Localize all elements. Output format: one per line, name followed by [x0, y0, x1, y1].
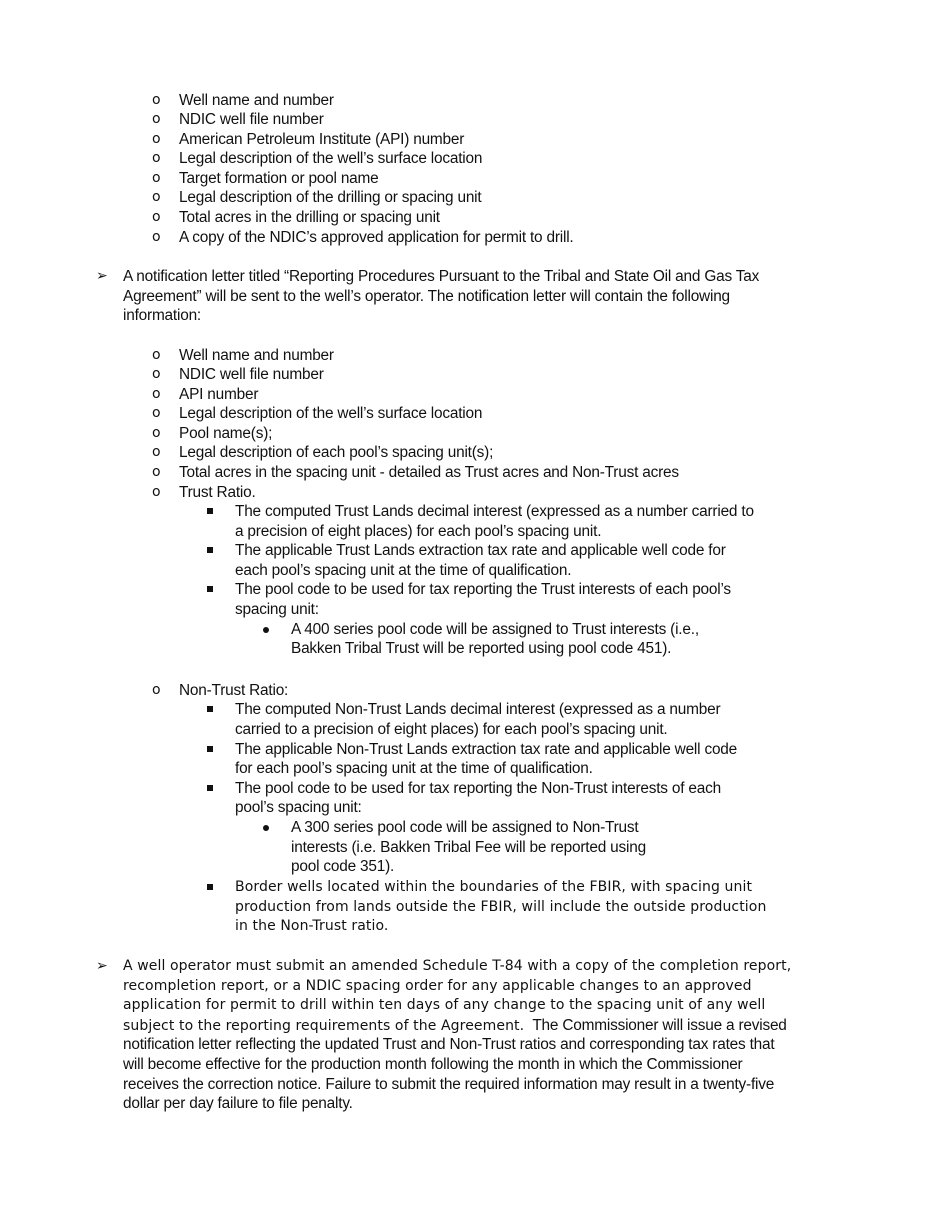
list-marker: o: [152, 425, 161, 441]
paragraph-line: A notification letter titled “Reporting Procedures Pursuant to the Tribal and State Oil and Gas Tax: [123, 268, 760, 285]
square-bullet: [207, 884, 213, 890]
square-bullet: [207, 547, 213, 553]
list-item: Legal description of the drilling or spacing unit: [179, 189, 482, 206]
list-marker: o: [152, 366, 161, 382]
list-item: API number: [179, 386, 259, 403]
trust-ratio-label: Trust Ratio.: [179, 484, 256, 501]
detail-line: production from lands outside the FBIR, will include the outside production: [235, 899, 767, 915]
detail-line: pool code 351).: [291, 858, 395, 875]
detail-line: pool’s spacing unit:: [235, 799, 362, 816]
detail-line: carried to a precision of eight places) for each pool’s spacing unit.: [235, 721, 668, 738]
dot-bullet: [263, 825, 269, 831]
paragraph-line: information:: [123, 307, 202, 324]
paragraph-line: Agreement” will be sent to the well’s operator. The notification letter will contain the following: [123, 288, 730, 305]
list-item: NDIC well file number: [179, 366, 324, 383]
detail-line: A 400 series pool code will be assigned to Trust interests (i.e.,: [291, 621, 699, 638]
paragraph-line: will become effective for the production month following the month in which the Commissioner: [123, 1056, 743, 1073]
detail-line: Border wells located within the boundaries of the FBIR, with spacing unit: [235, 879, 753, 895]
list-marker: o: [152, 444, 161, 460]
detail-line: each pool’s spacing unit at the time of qualification.: [235, 562, 572, 579]
list-item: Well name and number: [179, 92, 334, 109]
detail-line: interests (i.e. Bakken Tribal Fee will be reported using: [291, 839, 646, 856]
detail-line: for each pool’s spacing unit at the time of qualification.: [235, 760, 593, 777]
detail-line: The computed Non-Trust Lands decimal interest (expressed as a number: [235, 701, 721, 718]
list-item: Legal description of the well’s surface location: [179, 405, 483, 422]
dot-bullet: [263, 627, 269, 633]
detail-line: The applicable Trust Lands extraction tax rate and applicable well code for: [235, 542, 726, 559]
detail-line: The pool code to be used for tax reporting the Non-Trust interests of each: [235, 780, 721, 797]
list-marker: o: [152, 92, 161, 108]
paragraph-line-end: The Commissioner will issue a revised: [532, 1017, 787, 1034]
list-item: A copy of the NDIC’s approved application for permit to drill.: [179, 229, 574, 246]
paragraph-line: [123, 1016, 787, 1037]
list-marker: o: [152, 229, 161, 245]
list-marker: o: [152, 189, 161, 205]
paragraph-line: application for permit to drill within ten days of any change to the spacing unit of any well: [123, 997, 766, 1013]
list-marker: o: [152, 347, 161, 363]
list-marker: o: [152, 682, 161, 698]
list-marker: o: [152, 170, 161, 186]
list-marker: o: [152, 386, 161, 402]
paragraph-line: recompletion report, or a NDIC spacing order for any applicable changes to an approved: [123, 978, 752, 994]
paragraph-line-start: subject to the reporting requirements of the Agreement.: [123, 1018, 525, 1034]
detail-line: Bakken Tribal Trust will be reported using pool code 451).: [291, 640, 672, 657]
list-item: Legal description of each pool’s spacing unit(s);: [179, 444, 494, 461]
list-item: NDIC well file number: [179, 111, 324, 128]
detail-line: The computed Trust Lands decimal interest (expressed as a number carried to: [235, 503, 754, 520]
list-item: American Petroleum Institute (API) number: [179, 131, 465, 148]
detail-line: in the Non-Trust ratio.: [235, 918, 389, 934]
list-item: Total acres in the drilling or spacing unit: [179, 209, 440, 226]
square-bullet: [207, 508, 213, 514]
detail-line: a precision of eight places) for each pool’s spacing unit.: [235, 523, 602, 540]
list-marker: o: [152, 405, 161, 421]
paragraph-line: notification letter reflecting the updated Trust and Non-Trust ratios and corresponding tax rates that: [123, 1036, 775, 1053]
list-marker: o: [152, 484, 161, 500]
detail-line: The applicable Non-Trust Lands extraction tax rate and applicable well code: [235, 741, 738, 758]
list-item: Target formation or pool name: [179, 170, 379, 187]
list-marker: o: [152, 464, 161, 480]
detail-line: The pool code to be used for tax reporting the Trust interests of each pool’s: [235, 581, 731, 598]
list-item: Pool name(s);: [179, 425, 273, 442]
list-item: Total acres in the spacing unit - detailed as Trust acres and Non-Trust acres: [179, 464, 679, 481]
list-item: Well name and number: [179, 347, 334, 364]
list-marker: o: [152, 209, 161, 225]
square-bullet: [207, 706, 213, 712]
arrow-bullet-icon: ➢: [96, 958, 108, 974]
list-item: Legal description of the well’s surface location: [179, 150, 483, 167]
square-bullet: [207, 746, 213, 752]
detail-line: A 300 series pool code will be assigned to Non-Trust: [291, 819, 639, 836]
paragraph-line: A well operator must submit an amended Schedule T-84 with a copy of the completion report,: [123, 958, 792, 974]
list-marker: o: [152, 150, 161, 166]
detail-line: spacing unit:: [235, 601, 319, 618]
square-bullet: [207, 785, 213, 791]
non-trust-ratio-label: Non-Trust Ratio:: [179, 682, 289, 699]
square-bullet: [207, 586, 213, 592]
paragraph-line: receives the correction notice. Failure to submit the required information may result in a twenty-five: [123, 1076, 775, 1093]
list-marker: o: [152, 131, 161, 147]
paragraph-line: dollar per day failure to file penalty.: [123, 1095, 353, 1112]
list-marker: o: [152, 111, 161, 127]
arrow-bullet-icon: ➢: [96, 268, 108, 284]
